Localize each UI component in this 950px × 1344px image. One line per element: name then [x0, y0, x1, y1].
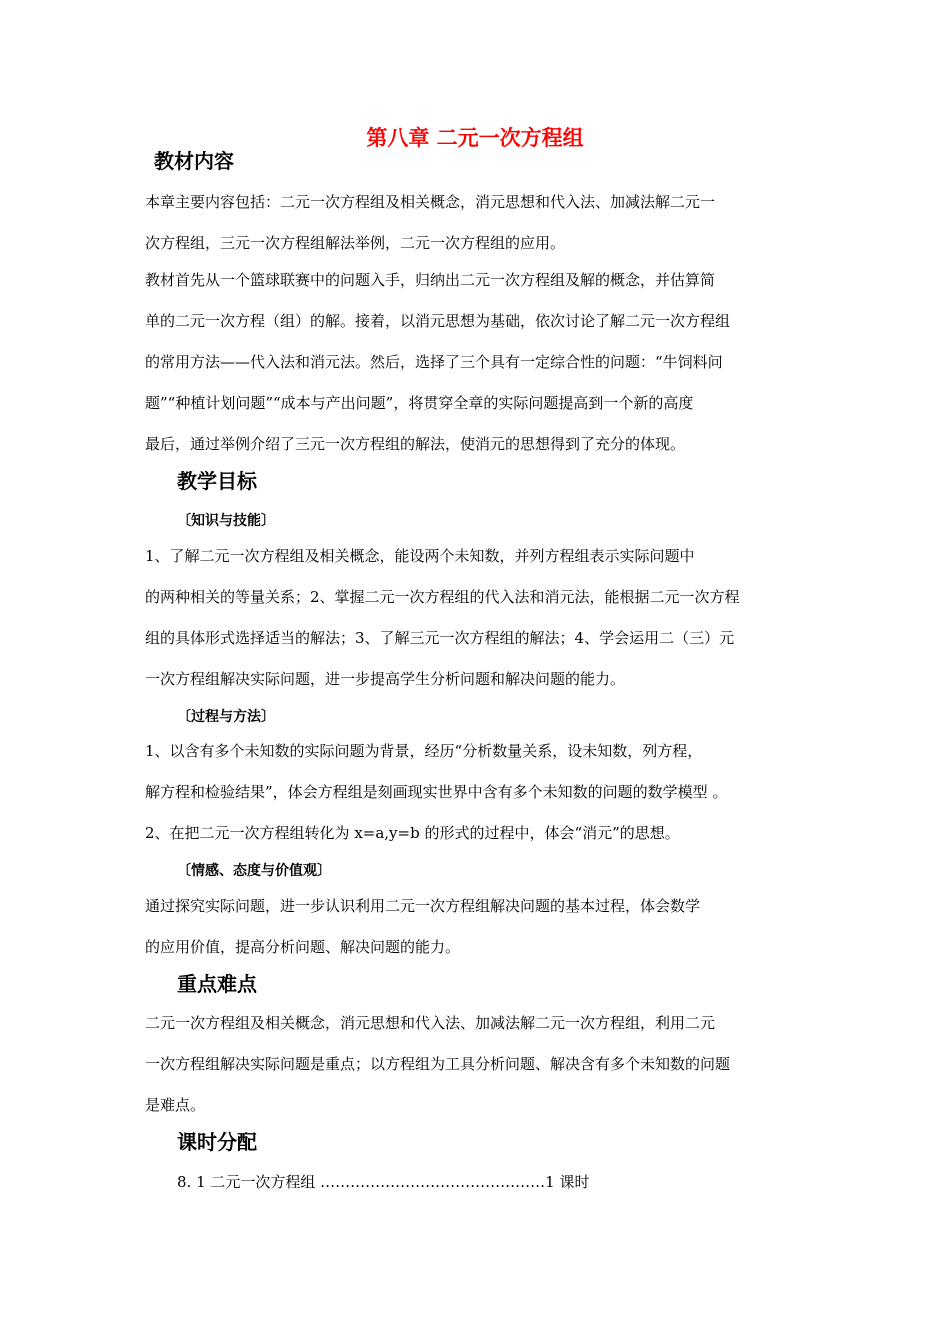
- text-line: 1、了解二元一次方程组及相关概念，能设两个未知数，并列方程组表示实际问题中: [145, 547, 695, 565]
- text-line: 最后，通过举例介绍了三元一次方程组的解法，使消元的思想得到了充分的体现。: [145, 435, 686, 453]
- chapter-title: 第八章 二元一次方程组: [366, 126, 584, 150]
- subheading-emotion: 〔情感、态度与价值观〕: [177, 863, 331, 879]
- text-line: 1、以含有多个未知数的实际问题为背景，经历“分析数量关系，设未知数，列方程，: [145, 742, 703, 760]
- text-line: 教材首先从一个篮球联赛中的问题入手，归纳出二元一次方程组及解的概念，并估算简: [145, 271, 716, 289]
- section-heading-key-points: 重点难点: [177, 972, 257, 996]
- text-line: 一次方程组解决实际问题，进一步提高学生分析问题和解决问题的能力。: [145, 670, 626, 688]
- schedule-item: 8. 1 二元一次方程组 ………………………………………1 课时: [177, 1173, 590, 1191]
- text-line: 二元一次方程组及相关概念，消元思想和代入法、加减法解二元一次方程组，利用二元: [145, 1014, 716, 1032]
- text-line: 通过探究实际问题，进一步认识利用二元一次方程组解决问题的基本过程，体会数学: [145, 897, 701, 915]
- text-line: 单的二元一次方程（组）的解。接着，以消元思想为基础，依次讨论了解二元一次方程组: [145, 312, 731, 330]
- content-paragraph-1: [145, 182, 815, 264]
- section-heading-content: 教材内容: [154, 149, 234, 173]
- emotion-paragraph: [145, 886, 815, 968]
- text-line: 是难点。: [145, 1096, 206, 1114]
- subheading-knowledge: 〔知识与技能〕: [177, 513, 275, 529]
- text-line: 的常用方法——代入法和消元法。然后，选择了三个具有一定综合性的问题：“牛饲料问: [145, 353, 723, 371]
- text-line: 2、在把二元一次方程组转化为 x=a,y=b 的形式的过程中，体会“消元”的思想。: [145, 824, 680, 842]
- section-heading-goals: 教学目标: [177, 469, 257, 493]
- text-line: 次方程组，三元一次方程组解法举例，二元一次方程组的应用。: [145, 234, 566, 252]
- text-line: 的两种相关的等量关系；2、掌握二元一次方程组的代入法和消元法，能根据二元一次方程: [145, 588, 740, 606]
- key-points-paragraph: [145, 1003, 815, 1126]
- text-line: 组的具体形式选择适当的解法；3、了解三元一次方程组的解法；4、学会运用二（三）元: [145, 629, 735, 647]
- text-line: 一次方程组解决实际问题是重点；以方程组为工具分析问题、解决含有多个未知数的问题: [145, 1055, 731, 1073]
- text-line: 解方程和检验结果”，体会方程组是刻画现实世界中含有多个未知数的问题的数学模型 。: [145, 783, 728, 801]
- section-heading-schedule: 课时分配: [177, 1130, 257, 1154]
- knowledge-paragraph: [145, 536, 815, 700]
- subheading-process: 〔过程与方法〕: [177, 709, 275, 725]
- text-line: 题”“种植计划问题”“成本与产出问题”，将贯穿全章的实际问题提高到一个新的高度: [145, 394, 694, 412]
- text-line: 的应用价值，提高分析问题、解决问题的能力。: [145, 938, 461, 956]
- content-paragraph-2: [145, 260, 815, 465]
- process-paragraph: [145, 731, 815, 854]
- text-line: 本章主要内容包括：二元一次方程组及相关概念，消元思想和代入法、加减法解二元一: [145, 193, 716, 211]
